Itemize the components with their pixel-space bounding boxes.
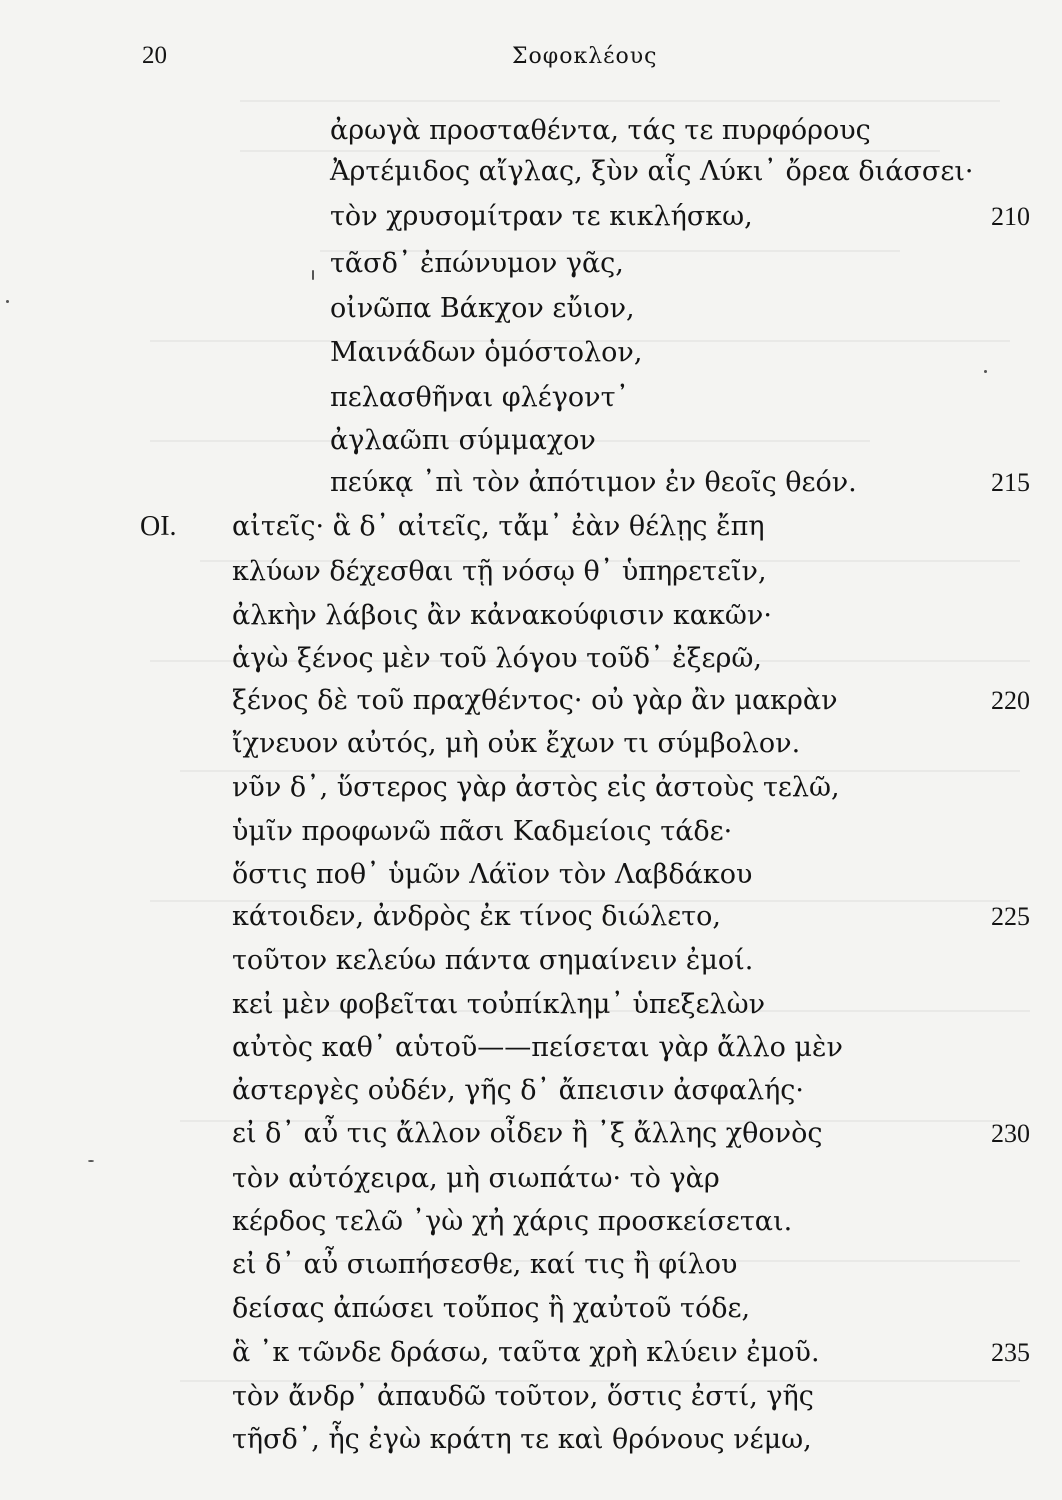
verse-text: εἰ δ᾽ αὖ τις ἄλλον οἶδεν ἢ ᾽ξ ἄλλης χθονὸς bbox=[232, 1118, 823, 1149]
verse-text: αἰτεῖς· ἃ δ᾽ αἰτεῖς, τἄμ᾽ ἐὰν θέλῃς ἔπη bbox=[232, 511, 765, 542]
verse-text: οἰνῶπα Βάκχον εὔιον, bbox=[330, 293, 635, 324]
verse-line bbox=[0, 681, 1062, 721]
verse-text: κλύων δέχεσθαι τῇ νόσῳ θ᾽ ὑπηρετεῖν, bbox=[232, 556, 767, 587]
verse-text: ἀστεργὲς οὐδέν, γῆς δ᾽ ἄπεισιν ἀσφαλής· bbox=[232, 1075, 804, 1106]
ink-speck bbox=[88, 1160, 94, 1162]
verse-line bbox=[0, 1289, 1062, 1329]
line-number: 225 bbox=[991, 902, 1030, 931]
verse-line bbox=[0, 111, 1062, 151]
verse-text: ἀγλαῶπι σύμμαχον bbox=[330, 425, 596, 456]
verse-line bbox=[0, 1202, 1062, 1242]
verse-text: Μαινάδων ὁμόστολον, bbox=[330, 337, 643, 368]
verse-line bbox=[0, 197, 1062, 237]
speaker-label: ΟΙ. bbox=[140, 511, 177, 542]
verse-line bbox=[0, 1377, 1062, 1417]
verse-line bbox=[0, 333, 1062, 373]
verse-text: ἁγὼ ξένος μὲν τοῦ λόγου τοῦδ᾽ ἐξερῶ, bbox=[232, 643, 762, 674]
line-number: 220 bbox=[991, 686, 1030, 715]
line-number: 235 bbox=[991, 1338, 1030, 1367]
verse-line bbox=[0, 855, 1062, 895]
verse-line bbox=[0, 1028, 1062, 1068]
verse-line bbox=[0, 421, 1062, 461]
verse-text: ὅστις ποθ᾽ ὑμῶν Λάϊον τὸν Λαβδάκου bbox=[232, 859, 753, 890]
verse-text: ξένος δὲ τοῦ πραχθέντος· οὐ γὰρ ἂν μακρὰν bbox=[232, 685, 838, 716]
verse-text: δείσας ἀπώσει τοὔπος ἢ χαὐτοῦ τόδε, bbox=[232, 1293, 751, 1324]
verse-line bbox=[0, 812, 1062, 852]
ink-speck bbox=[984, 370, 987, 373]
verse-line bbox=[0, 1333, 1062, 1373]
running-head bbox=[0, 42, 1062, 78]
verse-text: τὸν αὐτόχειρα, μὴ σιωπάτω· τὸ γὰρ bbox=[232, 1163, 720, 1194]
verse-line bbox=[0, 507, 1062, 547]
verse-text: τὸν ἄνδρ᾽ ἀπαυδῶ τοῦτον, ὅστις ἐστί, γῆς bbox=[232, 1381, 814, 1412]
verse-text: νῦν δ᾽, ὕστερος γὰρ ἀστὸς εἰς ἀστοὺς τελῶ, bbox=[232, 772, 840, 803]
verse-line bbox=[0, 463, 1062, 503]
verse-line bbox=[0, 985, 1062, 1025]
line-number: 210 bbox=[991, 202, 1030, 231]
verse-text: εἰ δ᾽ αὖ σιωπήσεσθε, καί τις ἢ φίλου bbox=[232, 1249, 738, 1280]
verse-text: πελασθῆναι φλέγοντ᾽ bbox=[330, 382, 630, 413]
verse-text: αὐτὸς καθ᾽ αὑτοῦ——πείσεται γὰρ ἄλλο μὲν bbox=[232, 1032, 843, 1063]
verse-line bbox=[0, 378, 1062, 418]
verse-line bbox=[0, 897, 1062, 937]
verse-text: ἀλκὴν λάβοις ἂν κἀνακούφισιν κακῶν· bbox=[232, 600, 772, 631]
line-number: 230 bbox=[991, 1119, 1030, 1148]
verse-text: κεἰ μὲν φοβεῖται τοὐπίκλημ᾽ ὑπεξελὼν bbox=[232, 989, 766, 1020]
verse-text: Ἀρτέμιδος αἴγλας, ξὺν αἷς Λύκι᾽ ὄρεα διάσσει· bbox=[330, 156, 974, 187]
verse-text: τὸν χρυσομίτραν τε κικλήσκω, bbox=[330, 201, 753, 232]
verse-line bbox=[0, 1159, 1062, 1199]
verse-text: πεύκᾳ ᾽πὶ τὸν ἀπότιμον ἐν θεοῖς θεόν. bbox=[330, 467, 857, 498]
verse-line bbox=[0, 941, 1062, 981]
verse-text: ἀρωγὰ προσταθέντα, τάς τε πυρφόρους bbox=[330, 115, 871, 146]
verse-line bbox=[0, 768, 1062, 808]
verse-text: ἴχνευον αὐτός, μὴ οὐκ ἔχων τι σύμβολον. bbox=[232, 728, 801, 759]
verse-text: τοῦτον κελεύω πάντα σημαίνειν ἐμοί. bbox=[232, 945, 754, 976]
verse-line bbox=[0, 552, 1062, 592]
verse-text: ἃ ᾽κ τῶνδε δράσω, ταῦτα χρὴ κλύειν ἐμοῦ. bbox=[232, 1337, 820, 1368]
ink-speck bbox=[6, 300, 9, 303]
verse-line bbox=[0, 152, 1062, 192]
verse-text: κάτοιδεν, ἀνδρὸς ἐκ τίνος διώλετο, bbox=[232, 901, 722, 932]
line-number: 215 bbox=[991, 468, 1030, 497]
header-title: Σοφοκλέους bbox=[512, 44, 658, 69]
verse-line bbox=[0, 639, 1062, 679]
verse-line bbox=[0, 724, 1062, 764]
verse-line bbox=[0, 1071, 1062, 1111]
page-number: 20 bbox=[142, 42, 167, 69]
verse-line bbox=[0, 1245, 1062, 1285]
verse-line bbox=[0, 1114, 1062, 1154]
verse-line bbox=[0, 289, 1062, 329]
verse-text: κέρδος τελῶ ᾽γὼ χἠ χάρις προσκείσεται. bbox=[232, 1206, 793, 1237]
verse-line bbox=[0, 244, 1062, 284]
verse-text: τῆσδ᾽, ἧς ἐγὼ κράτη τε καὶ θρόνους νέμω, bbox=[232, 1424, 812, 1455]
verse-line bbox=[0, 596, 1062, 636]
verse-line bbox=[0, 1420, 1062, 1460]
verse-text: τᾶσδ᾽ ἐπώνυμον γᾶς, bbox=[330, 248, 624, 279]
ink-speck bbox=[312, 270, 314, 280]
verse-text: ὑμῖν προφωνῶ πᾶσι Καδμείοις τάδε· bbox=[232, 816, 733, 847]
